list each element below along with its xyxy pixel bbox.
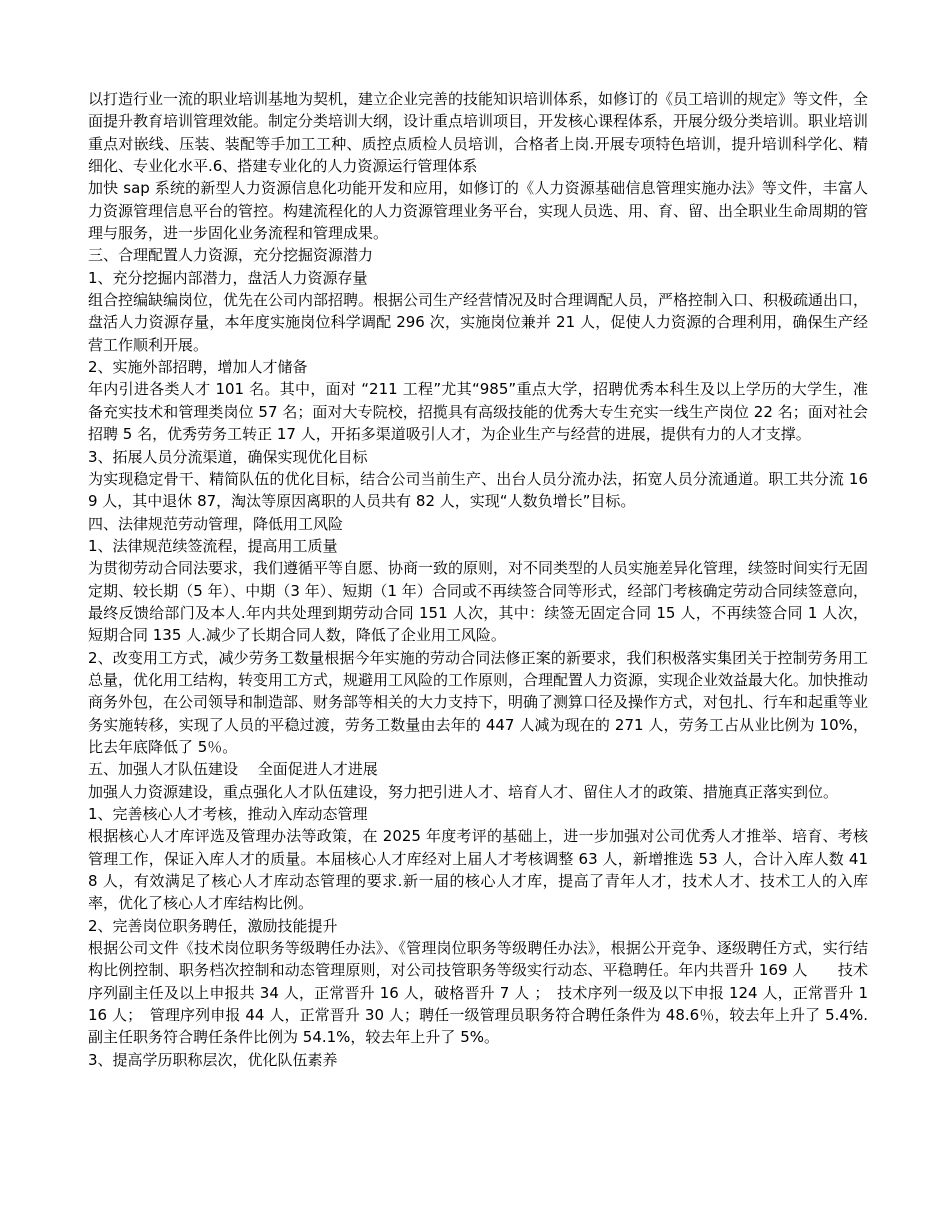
paragraph-talent-building: 加强人力资源建设，重点强化人才队伍建设，努力把引进人才、培育人才、留住人才的政策、措施真正落实到位。 <box>88 782 839 801</box>
paragraph-contract-renewal: 为贯彻劳动合同法要求，我们遵循平等自愿、协商一致的原则，对不同类型的人员实施差异化管理，续签时间实行无固定期、较长期（5 年）、中期（3 年）、短期（1 年）合同或不再续签合同等形式，经部门考核确定劳动合同续签意向，最终反馈给部门及本人.年内共处理到期劳动合同 151 人次，其中：续签无固定合同 15 人，不再续签合同 1 人次，短期合同 135 人.减少了长期合同人数，降低了企业用工风险。 <box>88 559 869 645</box>
subheading-4-1: 1、法律规范续签流程，提高用工质量 <box>88 536 338 555</box>
paragraph-sap-system: 加快 sap 系统的新型人力资源信息化功能开发和应用，如修订的《人力资源基础信息管理实施办法》等文件，丰富人力资源管理信息平台的管控。构建流程化的人力资源管理业务平台，实现人员选、用、育、留、出全职业生命周期的管理与服务，进一步固化业务流程和管理成果。 <box>88 179 869 243</box>
subheading-5-2: 2、完善岗位职务聘任，激励技能提升 <box>88 916 338 935</box>
paragraph-external-recruit: 年内引进各类人才 101 名。其中，面对 “211 工程”尤其“985”重点大学，招聘优秀本科生及以上学历的大学生，准备充实技术和管理类岗位 57 名；面对大专院校，招揽具有高级技能的优秀大专生充实一线生产岗位 22 名；面对社会招聘 5 名，优秀劳务工转正 17 人，开拓多渠道吸引人才，为企业生产与经营的进展，提供有力的人才支撑。 <box>88 380 868 444</box>
section-heading-3: 三、合理配置人力资源，充分挖掘资源潜力 <box>88 246 374 265</box>
paragraph-job-appointment: 根据公司文件《技术岗位职务等级聘任办法》、《管理岗位职务等级聘任办法》，根据公开竞争、逐级聘任方式，实行结构比例控制、职务档次控制和动态管理原则，对公司技管职务等级实行动态、平稳聘任。年内共晋升 169 人 技术序列副主任及以上申报共 34 人，正常晋升 16 人，破格晋升 7 人 ； 技术序列一级及以下申报 124 人，正常晋升 116 人； 管理序列申报 44 人，正常晋升 30 人；聘任一级管理员职务符合聘任条件为 48.6％，较去年上升了 5.4%.副主任职务符合聘任条件比例为 54.1%，较去年上升了 5%。 <box>88 939 868 1047</box>
section-heading-4: 四、法律规范劳动管理，降低用工风险 <box>88 514 344 533</box>
paragraph-internal-recruit: 组合控编缺编岗位，优先在公司内部招聘。根据公司生产经营情况及时合理调配人员，严格控制入口、积极疏通出口，盘活人力资源存量，本年度实施岗位科学调配 296 次，实施岗位兼并 21 人，促使人力资源的合理利用，确保生产经营工作顺利开展。 <box>88 291 869 354</box>
subheading-5-1: 1、完善核心人才考核，推动入库动态管理 <box>88 805 368 823</box>
subheading-5-3: 3、提高学历职称层次，优化队伍素养 <box>88 1050 338 1069</box>
subheading-3-2: 2、实施外部招聘，增加人才储备 <box>88 358 308 377</box>
paragraph-labor-mode: 2、改变用工方式，减少劳务工数量根据今年实施的劳动合同法修正案的新要求，我们积极落实集团关于控制劳务用工总量，优化用工结构，转变用工方式，规避用工风险的工作原则，合理配置人力资源，实现企业效益最大化。加快推动商务外包，在公司领导和制造部、财务部等相关的大力支持下，明确了测算口径及操作方式，对包扎、行车和起重等业务实施转移，实现了人员的平稳过渡，劳务工数量由去年的 447 人减为现在的 271 人，劳务工占从业比例为 10%，比去年底降低了 5％。 <box>88 648 869 756</box>
document-page <box>88 88 868 1071</box>
subheading-3-3: 3、拓展人员分流渠道，确保实现优化目标 <box>88 447 368 466</box>
subheading-3-1: 1、充分挖掘内部潜力，盘活人力资源存量 <box>88 268 368 287</box>
paragraph-training-system: 以打造行业一流的职业培训基地为契机，建立企业完善的技能知识培训体系，如修订的《员工培训的规定》等文件，全面提升教育培训管理效能。制定分类培训大纲，设计重点培训项目，开发核心课程体系，开展分级分类培训。职业培训重点对嵌线、压装、装配等手加工工种、质控点质检人员培训，合格者上岗.开展专项特色培训，提升培训科学化、精细化、专业化水平.6、搭建专业化的人力资源运行管理体系 <box>88 90 869 176</box>
paragraph-core-talent: 根据核心人才库评选及管理办法等政策，在 2025 年度考评的基础上，进一步加强对公司优秀人才推举、培育、考核管理工作，保证入库人才的质量。本届核心人才库经对上届人才考核调整 63 人，新增推选 53 人，合计入库人数 418 人，有效满足了核心人才库动态管理的要求.新一届的核心人才库，提高了青年人才，技术人才、技术工人的入库率，优化了核心人才库结构比例。 <box>88 827 868 913</box>
paragraph-staff-diversion: 为实现稳定骨干、精简队伍的优化目标，结合公司当前生产、出台人员分流办法，拓宽人员分流通道。职工共分流 169 人，其中退休 87，淘汰等原因离职的人员共有 82 人，实现“人数负增长”目标。 <box>88 469 868 511</box>
section-heading-5: 五、加强人才队伍建设 全面促进人才进展 <box>88 760 378 779</box>
